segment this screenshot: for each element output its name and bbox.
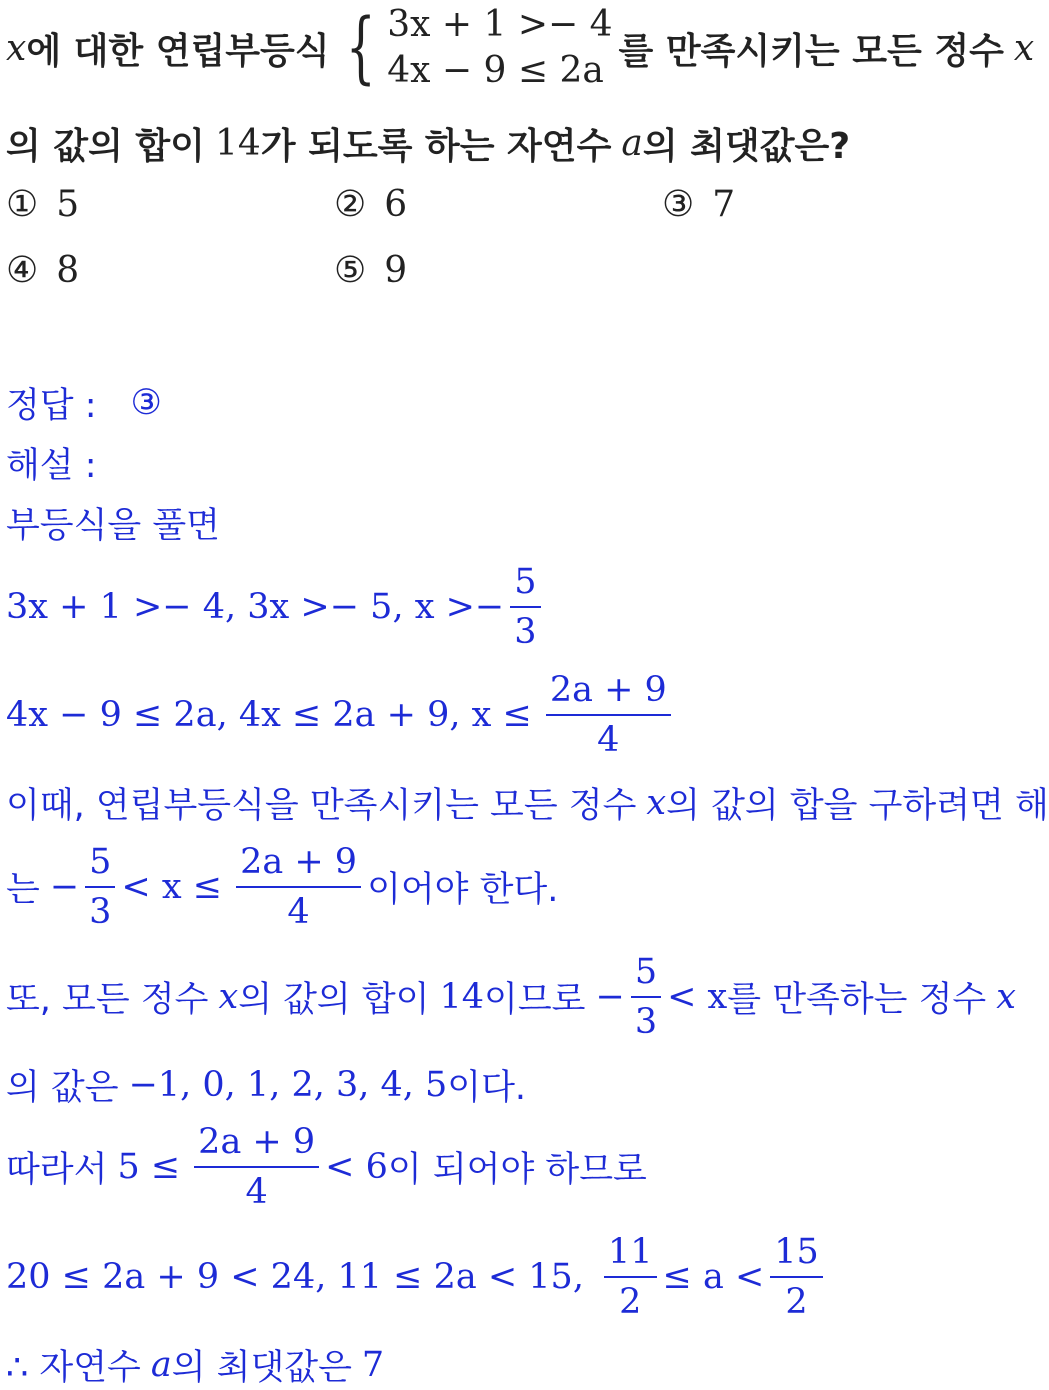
system-row-2: 4x − 9 ≤ 2a bbox=[387, 50, 604, 91]
system-row-1: 3x + 1 >− 4 bbox=[387, 4, 613, 45]
paragraph-2: 는 − $\frac{5}{3}$ < x ≤ $\frac{2a + 9}{4}$ 이어야 한다. bbox=[6, 842, 559, 932]
var-x: x bbox=[6, 27, 27, 69]
answer-label: 정답 : bbox=[6, 386, 97, 426]
fraction: $\frac{11}{2}$ bbox=[604, 1232, 657, 1322]
paragraph-3: 또, 모든 정수 x 의 값의 합이 14 이므로 − $\frac{5}{3}$ < x 를 만족하는 정수 x bbox=[6, 952, 1016, 1042]
choice-value: 5 bbox=[56, 184, 80, 225]
choice-value: 8 bbox=[56, 250, 80, 291]
answer-line bbox=[6, 378, 162, 428]
question-text: 에 대한 연립부등식 bbox=[26, 30, 330, 72]
choice-5[interactable] bbox=[334, 250, 407, 291]
explanation-intro: 부등식을 풀면 bbox=[6, 506, 220, 546]
question-line-2 bbox=[6, 118, 850, 169]
choice-number: ⑤ bbox=[334, 250, 367, 291]
choice-number: ④ bbox=[6, 250, 39, 291]
brace-icon: { bbox=[345, 3, 376, 93]
fraction: $\frac{2a + 9}{4}$ bbox=[194, 1122, 319, 1212]
var-a: a bbox=[621, 123, 643, 164]
choice-4[interactable] bbox=[6, 250, 79, 291]
choice-1[interactable] bbox=[6, 184, 79, 225]
choice-3[interactable] bbox=[662, 184, 735, 225]
question-text: 의 최댓값은? bbox=[642, 126, 851, 167]
paragraph-5: 따라서 5 ≤ $\frac{2a + 9}{4}$ < 6 이 되어야 하므로 bbox=[6, 1122, 647, 1212]
choice-value: 7 bbox=[712, 184, 736, 225]
inequality-system bbox=[336, 2, 613, 94]
fraction: $\frac{2a + 9}{4}$ bbox=[546, 670, 671, 760]
question-text: 의 값의 합이 bbox=[6, 126, 205, 167]
final-answer: ∴ 자연수 a 의 최댓값은 7 bbox=[6, 1345, 385, 1388]
fraction: $\frac{15}{2}$ bbox=[770, 1232, 823, 1322]
paragraph-4: 의 값은 −1, 0, 1, 2, 3, 4, 5 이다. bbox=[6, 1065, 527, 1108]
fraction: $\frac{5}{3}$ bbox=[510, 562, 540, 652]
answer-value: ③ bbox=[130, 383, 162, 423]
choice-value: 9 bbox=[384, 250, 408, 291]
choice-number: ③ bbox=[662, 184, 695, 225]
question-line-1 bbox=[6, 2, 1034, 94]
explanation-label: 해설 : bbox=[6, 446, 97, 486]
fraction: $\frac{5}{3}$ bbox=[631, 952, 661, 1042]
choice-number: ① bbox=[6, 184, 39, 225]
var-x: x bbox=[1013, 27, 1035, 69]
choice-2[interactable] bbox=[334, 184, 407, 225]
number: 14 bbox=[214, 123, 261, 164]
paragraph-1: 이때, 연립부등식을 만족시키는 모든 정수 x 의 값의 합을 구하려면 해 bbox=[6, 783, 1049, 826]
equation-3: 20 ≤ 2a + 9 < 24, 11 ≤ 2a < 15, $\frac{11}{2}$ ≤ a < $\frac{15}{2}$ bbox=[6, 1232, 829, 1322]
equation-2: 4x − 9 ≤ 2a, 4x ≤ 2a + 9, x ≤ $\frac{2a + 9}{4}$ bbox=[6, 670, 677, 760]
question-text: 가 되도록 하는 자연수 bbox=[260, 126, 612, 167]
choice-value: 6 bbox=[384, 184, 408, 225]
fraction: $\frac{5}{3}$ bbox=[85, 842, 115, 932]
choice-number: ② bbox=[334, 184, 367, 225]
question-text: 를 만족시키는 모든 정수 bbox=[618, 30, 1004, 72]
equation-1: 3x + 1 >− 4, 3x >− 5, x >− $\frac{5}{3}$ bbox=[6, 562, 547, 652]
fraction: $\frac{2a + 9}{4}$ bbox=[236, 842, 361, 932]
